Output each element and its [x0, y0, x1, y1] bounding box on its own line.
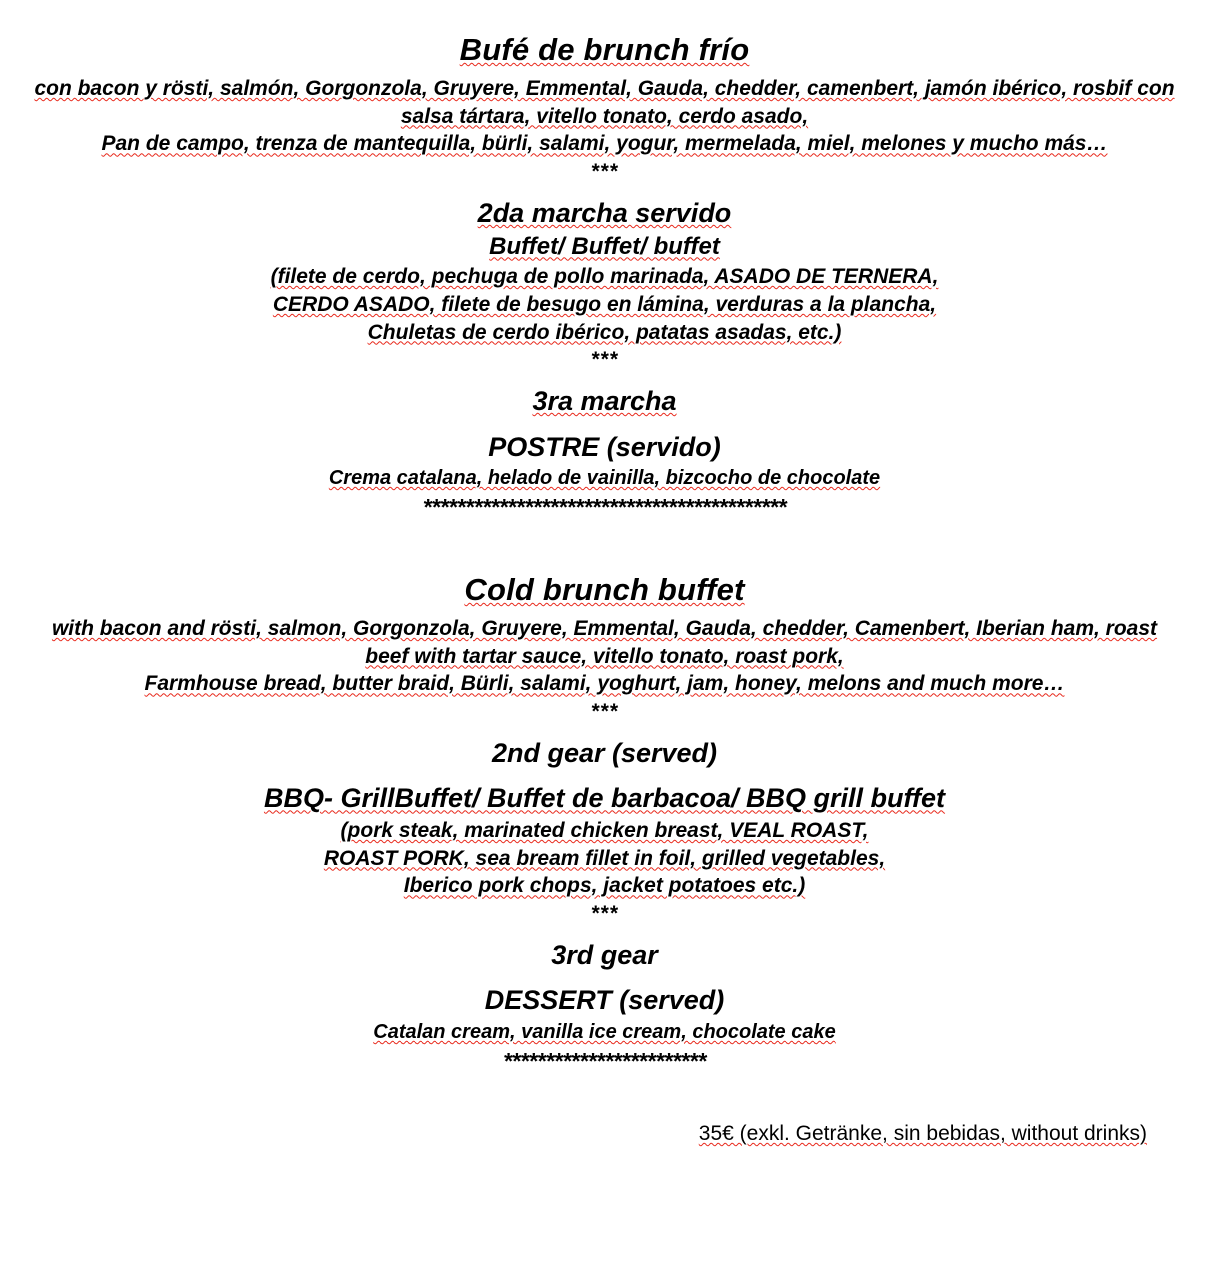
spanish-course2-line-2: CERDO ASADO, filete de besugo en lámina, verduras a la plancha,	[272, 292, 937, 316]
price-note: 35€ (exkl. Getränke, sin bebidas, without drinks)	[698, 1121, 1147, 1145]
english-separator-2: ***	[590, 902, 619, 926]
english-course2-subtitle: BBQ- GrillBuffet/ Buffet de barbacoa/ BBQ grill buffet	[263, 783, 946, 814]
spanish-course2-title: 2da marcha servido	[477, 197, 732, 228]
spanish-course3-line-1: Crema catalana, helado de vainilla, bizcocho de chocolate	[328, 467, 881, 490]
english-description-line-1: with bacon and rösti, salmon, Gorgonzola, Gruyere, Emmental, Gauda, chedder, Camenbert, Iberian ham, roast	[51, 616, 1158, 640]
english-description-line-2: beef with tartar sauce, vitello tonato, roast pork,	[365, 644, 844, 668]
english-separator-1: ***	[590, 700, 619, 724]
spanish-description-line-3: Pan de campo, trenza de mantequilla, bürli, salami, yogur, mermelada, miel, melones y mucho más…	[101, 132, 1108, 156]
spanish-title: Bufé de brunch frío	[459, 32, 750, 67]
english-divider: ************************	[503, 1047, 706, 1074]
spanish-course2-line-3: Chuletas de cerdo ibérico, patatas asadas, etc.)	[367, 320, 842, 344]
spanish-description-line-2: salsa tártara, vitello tonato, cerdo asado,	[400, 104, 809, 128]
spanish-course3-subtitle: POSTRE (servido)	[488, 431, 721, 462]
english-course2-line-1: (pork steak, marinated chicken breast, VEAL ROAST,	[340, 818, 869, 842]
english-description-line-3: Farmhouse bread, butter braid, Bürli, salami, yoghurt, jam, honey, melons and much more…	[144, 672, 1065, 696]
english-course3-subtitle: DESSERT (served)	[484, 985, 725, 1016]
english-course3-line-1: Catalan cream, vanilla ice cream, chocolate cake	[373, 1021, 836, 1044]
section-gap	[18, 522, 1191, 570]
english-course2-line-2: ROAST PORK, sea bream fillet in foil, grilled vegetables,	[323, 846, 886, 870]
english-title: Cold brunch buffet	[464, 571, 745, 607]
spanish-course2-line-1: (filete de cerdo, pechuga de pollo marinada, ASADO DE TERNERA,	[270, 265, 939, 289]
spanish-description-line-1: con bacon y rösti, salmón, Gorgonzola, Gruyere, Emmental, Gauda, chedder, camenbert, jamón ibérico, rosbif con	[34, 76, 1175, 100]
spanish-separator-2: ***	[590, 348, 619, 372]
english-course2-title: 2nd gear (served)	[491, 737, 718, 768]
spanish-course3-title: 3ra marcha	[532, 385, 677, 416]
english-course2-line-3: Iberico pork chops, jacket potatoes etc.)	[403, 874, 806, 898]
spanish-separator-1: ***	[590, 160, 619, 184]
spanish-course2-subtitle: Buffet/ Buffet/ buffet	[489, 233, 720, 261]
spanish-divider: *******************************************	[422, 493, 787, 520]
english-course3-title: 3rd gear	[551, 939, 658, 970]
